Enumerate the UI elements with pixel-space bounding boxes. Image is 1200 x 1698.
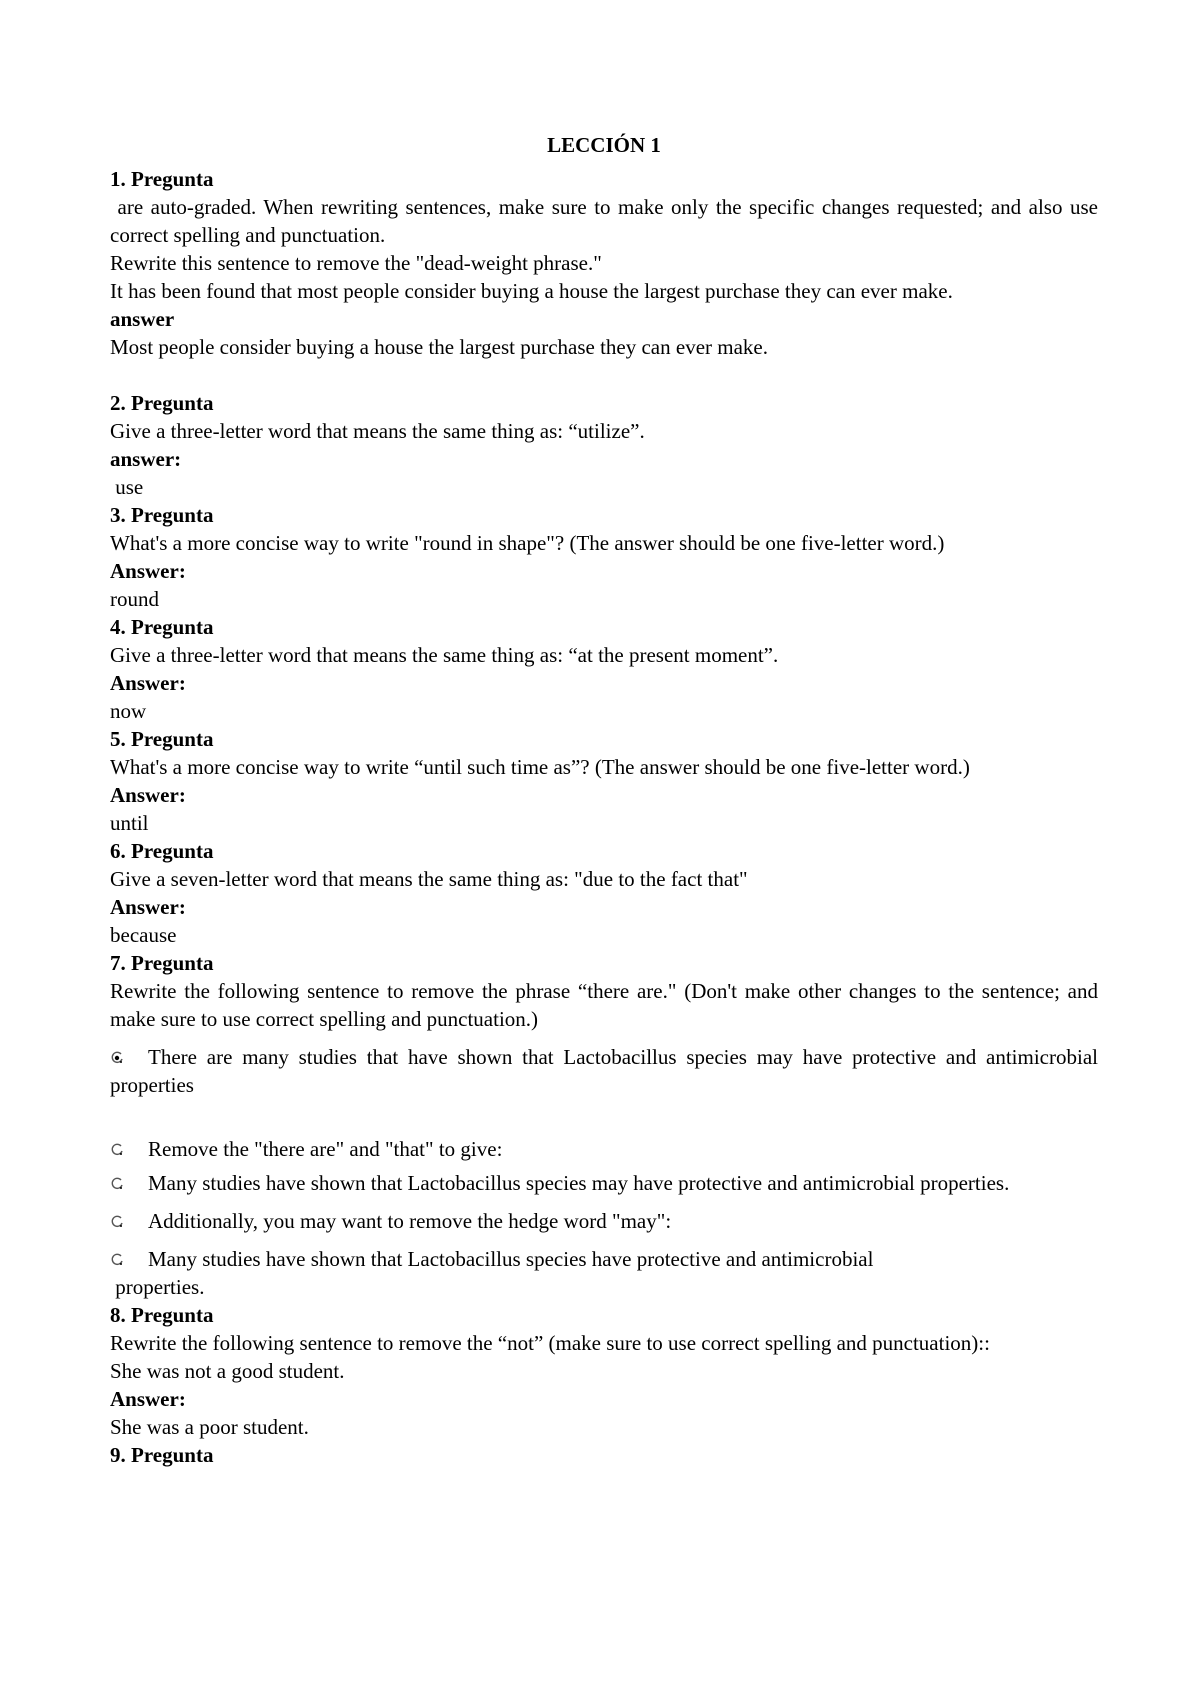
answer-text: round <box>110 587 159 611</box>
option-text: Additionally, you may want to remove the hedge word "may": <box>148 1209 672 1233</box>
answer-label: Answer: <box>110 1387 186 1411</box>
question-text: It has been found that most people consider buying a house the largest purchase they can ever make. <box>110 279 953 303</box>
option-text: Many studies have shown that Lactobacillus species have protective and antimicrobial <box>148 1247 874 1271</box>
radio-selected-icon[interactable] <box>110 1051 124 1065</box>
option-text: Remove the "there are" and "that" to give: <box>148 1137 503 1161</box>
radio-unselected-icon[interactable] <box>110 1253 124 1267</box>
question-text: Rewrite this sentence to remove the "dead-weight phrase." <box>110 251 602 275</box>
option-text: Many studies have shown that Lactobacillus species may have protective and antimicrobial properties. <box>148 1171 1010 1195</box>
document-content <box>110 131 1104 1469</box>
option-text-continued: properties. <box>110 1275 205 1299</box>
question-heading: 2. Pregunta <box>110 391 214 415</box>
answer-text: She was a poor student. <box>110 1415 309 1439</box>
answer-label: Answer: <box>110 895 186 919</box>
answer-text: now <box>110 699 147 723</box>
question-heading: 5. Pregunta <box>110 727 214 751</box>
question-text: are auto-graded. When rewriting sentences, make sure to make only the specific changes requested; and also use correct spelling and punctuation. <box>110 195 1104 247</box>
question-heading: 1. Pregunta <box>110 167 214 191</box>
answer-label: Answer: <box>110 671 186 695</box>
radio-unselected-icon[interactable] <box>110 1177 124 1191</box>
answer-option[interactable] <box>110 1245 1098 1273</box>
question-text: Give a three-letter word that means the same thing as: “utilize”. <box>110 419 645 443</box>
question-heading: 8. Pregunta <box>110 1303 214 1327</box>
question-heading: 3. Pregunta <box>110 503 214 527</box>
question-heading: 9. Pregunta <box>110 1443 214 1467</box>
question-sentence: She was not a good student. <box>110 1359 345 1383</box>
question-text: What's a more concise way to write "round in shape"? (The answer should be one five-letter word.) <box>110 531 945 555</box>
answer-label: Answer: <box>110 783 186 807</box>
answer-option[interactable] <box>110 1169 1098 1197</box>
answer-text: use <box>110 475 144 499</box>
question-text: Give a three-letter word that means the same thing as: “at the present moment”. <box>110 643 779 667</box>
answer-option[interactable] <box>110 1207 1098 1235</box>
answer-option[interactable] <box>110 1043 1098 1099</box>
answer-text: until <box>110 811 149 835</box>
option-text: There are many studies that have shown that Lactobacillus species may have protective and antimicrobial properties <box>110 1045 1098 1097</box>
answer-label: answer: <box>110 447 182 471</box>
question-heading: 4. Pregunta <box>110 615 214 639</box>
question-text: Give a seven-letter word that means the same thing as: "due to the fact that" <box>110 867 748 891</box>
answer-text: because <box>110 923 177 947</box>
question-text: Rewrite the following sentence to remove the “not” (make sure to use correct spelling and punctuation):: <box>110 1331 990 1355</box>
answer-option[interactable] <box>110 1135 1098 1163</box>
answer-label: answer <box>110 307 175 331</box>
radio-unselected-icon[interactable] <box>110 1143 124 1157</box>
page-title: LECCIÓN 1 <box>547 133 661 157</box>
question-text: What's a more concise way to write “until such time as”? (The answer should be one five-letter word.) <box>110 755 970 779</box>
answer-label: Answer: <box>110 559 186 583</box>
question-heading: 6. Pregunta <box>110 839 214 863</box>
question-heading: 7. Pregunta <box>110 951 214 975</box>
question-text: Rewrite the following sentence to remove the phrase “there are." (Don't make other changes to the sentence; and make sure to use correct spelling and punctuation.) <box>110 979 1098 1031</box>
answer-text: Most people consider buying a house the largest purchase they can ever make. <box>110 335 768 359</box>
radio-unselected-icon[interactable] <box>110 1215 124 1229</box>
